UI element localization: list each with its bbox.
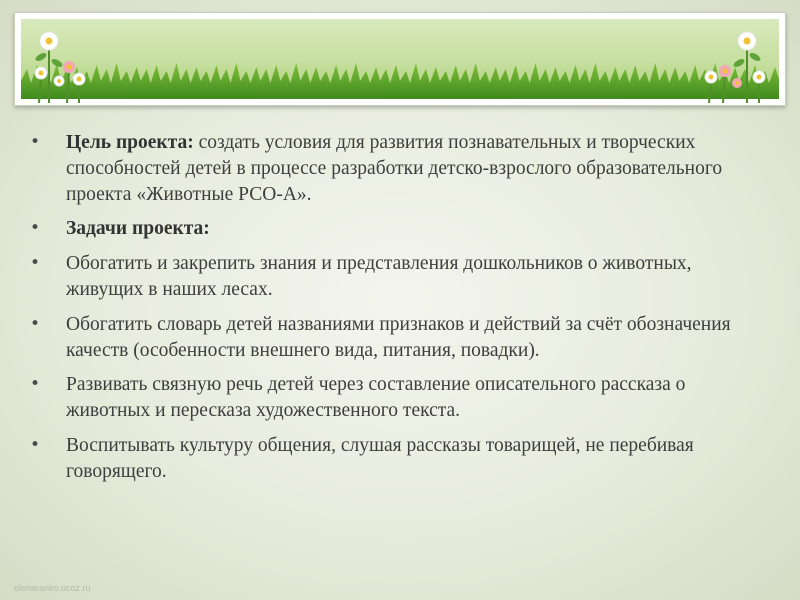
bullet-list — [30, 130, 765, 485]
goal-text: создать условия для развития познавательных и творческих способностей детей в процессе разработки детско-взрослого образовательного проекта «Животные РСО-А». — [66, 132, 723, 205]
list-item — [30, 433, 765, 485]
list-item — [30, 372, 765, 424]
task-text: Обогатить и закрепить знания и представления дошкольников о животных, живущих в наших лесах. — [66, 253, 692, 300]
bullet-icon: • — [30, 434, 41, 455]
task-text: Обогатить словарь детей названиями признаков и действий за счёт обозначения качеств (особенности внешнего вида, питания, повадки). — [66, 313, 731, 361]
grass-decoration — [21, 59, 779, 99]
bullet-icon: • — [30, 132, 41, 152]
bullet-icon: • — [30, 374, 41, 395]
header-banner — [14, 12, 786, 106]
slide-content — [30, 130, 765, 494]
list-item — [30, 312, 765, 364]
goal-heading: Цель проекта: — [66, 132, 194, 153]
bullet-icon: • — [30, 313, 41, 334]
bullet-icon: • — [30, 253, 41, 274]
task-text: Развивать связную речь детей через составление описательного рассказа о животных и пересказа художественного текста. — [66, 374, 686, 422]
tasks-heading: Задачи проекта: — [66, 218, 210, 240]
flowers-left-icon — [27, 23, 97, 103]
list-item — [30, 130, 765, 207]
task-text: Воспитывать культуру общения, слушая рассказы товарищей, не перебивая говорящего. — [66, 434, 694, 482]
list-item — [30, 251, 765, 303]
list-item — [30, 216, 765, 242]
flowers-right-icon — [693, 21, 773, 103]
watermark: olenaranko.ucoz.ru — [14, 583, 91, 593]
bullet-icon: • — [30, 218, 41, 239]
banner-background — [21, 19, 779, 99]
